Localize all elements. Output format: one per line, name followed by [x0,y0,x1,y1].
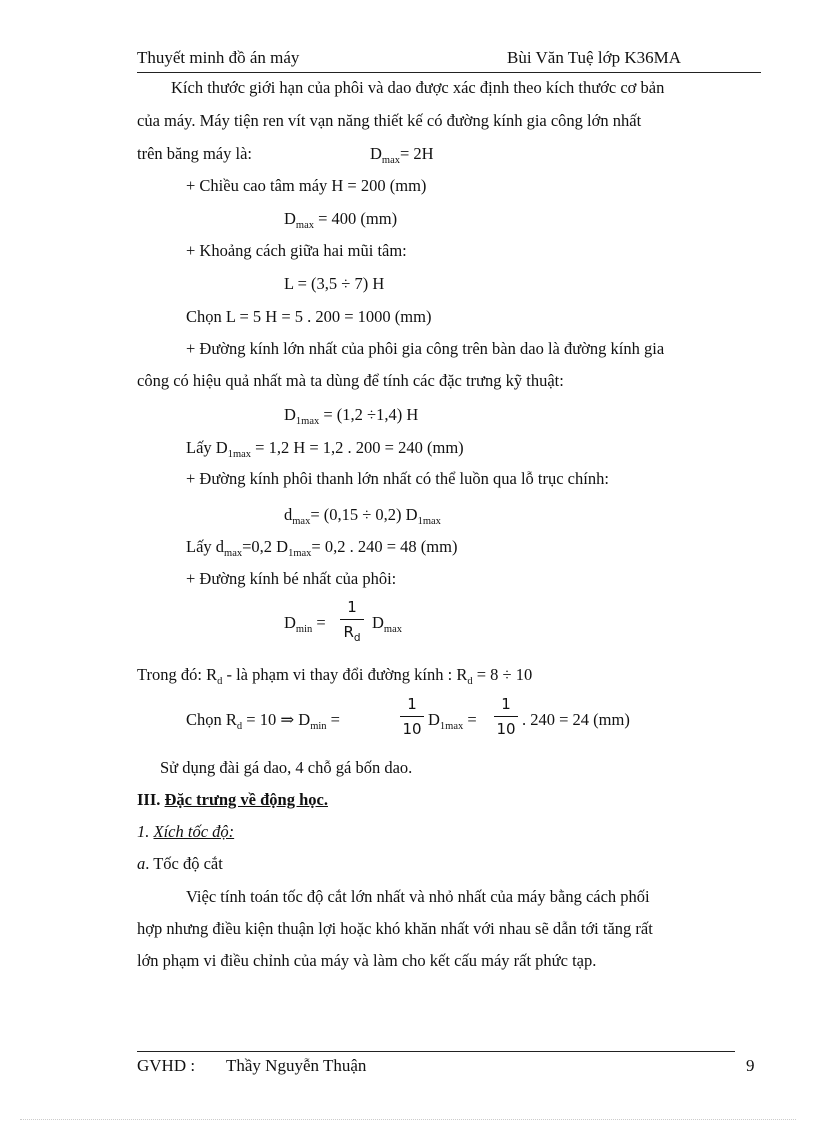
para-tool-post: Sử dụng đài gá dao, 4 chỗ gá bốn dao. [160,758,413,777]
header-right: Bùi Văn Tuệ lớp K36MA [507,48,681,67]
formula-dmax-range: $d_{max}= (0,15 \div 0,2)$ $D_{1max}$ [284,505,441,527]
header-rule [137,72,761,73]
item-center-height: + Chiều cao tâm máy H = 200 (mm) [186,176,427,195]
page-number: 9 [746,1056,755,1075]
where-rd-definition: Trong đó: $R_d$ - là phạm vi thay đổi đường kính : $R_d = 8 \div 10$ [137,665,533,687]
section-3-heading: III. Đặc trưng về động học. [137,790,328,809]
header-left: Thuyết minh đồ án máy [137,48,300,67]
item-max-diameter-line-2: công có hiệu quả nhất mà ta dùng để tính các đặc trưng kỹ thuật: [137,371,564,390]
para-last-line-2: hợp nhưng điều kiện thuận lợi hoặc khó khăn nhất với nhau sẽ dẫn tới tăng rất [137,919,653,938]
para-1-line-3: trên băng máy là: [137,144,253,163]
formula-dmax-2h: $D_{max}= 2H$ [370,144,434,166]
footer-supervisor-name: Thầy Nguyễn Thuận [226,1056,367,1075]
item-center-distance: + Khoảng cách giữa hai mũi tâm: [186,241,407,260]
formula-dmax-value: Lấy $d_{max}=0,2$ $D_{1max}= 0,2$ . 240 = 48 (mm) [186,537,458,559]
formula-dmin-lhs: $D_{min}$ = [284,613,326,635]
fraction-1-over-10-b: 1 10 [494,695,518,738]
formula-d1max-value: Lấy $D_{1max} = 1,2$ H = 1,2 . 200 = 240 (mm) [186,438,464,460]
page-bottom-edge [20,1119,796,1120]
formula-dmin-tail: $D_{max}$ [372,613,402,635]
subsection-1-heading: 1. Xích tốc độ: [137,822,235,841]
para-last-line-3: lớn phạm vi điều chỉnh của máy và làm cho kết cấu máy rất phức tạp. [137,951,597,970]
item-bar-diameter: + Đường kính phôi thanh lớn nhất có thể luồn qua lỗ trục chính: [186,469,609,488]
item-max-diameter-line-1: + Đường kính lớn nhất của phôi gia công trên bàn dao là đường kính gia [186,339,665,358]
formula-l-choice: Chọn L = 5 H = 5 . 200 = 1000 (mm) [186,307,432,326]
formula-d1max-range: $D_{1max} = (1,2 \div 1,4)$ H [284,405,419,427]
para-1-line-1: Kích thước giới hạn của phôi và dao được xác định theo kích thước cơ bản [171,78,665,97]
formula-dmin-result: . 240 = 24 (mm) [522,710,630,729]
fraction-1-over-rd: 1 $R_d$ [340,598,364,641]
footer-label: GVHD : [137,1056,196,1075]
subsection-a-heading: a. Tốc độ cắt [137,854,223,873]
item-min-diameter: + Đường kính bé nhất của phôi: [186,569,397,588]
formula-l-range: L = (3,5 ÷ 7) H [284,274,385,293]
formula-choose-rd: Chọn $R_d = 10$ ⇒ $D_{min}$ = [186,710,340,732]
para-last-line-1: Việc tính toán tốc độ cắt lớn nhất và nhỏ nhất của máy bằng cách phối [186,887,650,906]
footer-rule [137,1051,735,1052]
formula-d1max-term: $D_{1max}$ = [428,710,477,732]
para-1-line-2: của máy. Máy tiện ren vít vạn năng thiết kế có đường kính gia công lớn nhất [137,111,642,130]
formula-dmax-400: $D_{max} = 400$ (mm) [284,209,398,231]
fraction-1-over-10-a: 1 10 [400,695,424,738]
